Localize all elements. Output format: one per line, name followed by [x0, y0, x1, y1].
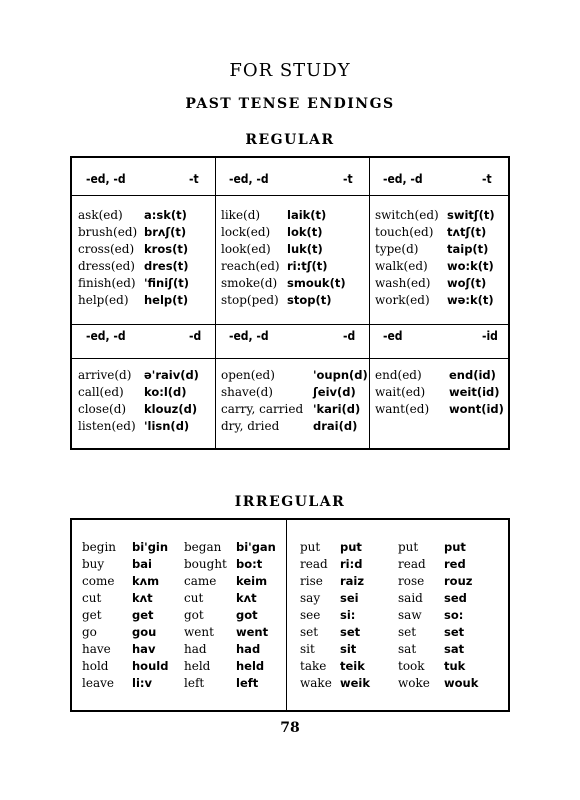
verb-form: saw	[398, 608, 422, 622]
regular-heading: REGULAR	[245, 132, 335, 148]
verb-form: touch(ed)	[375, 225, 434, 239]
verb-form: dress(ed)	[78, 259, 135, 273]
phonetic-transcription: tuk	[444, 659, 466, 673]
phonetic-transcription: weit(id)	[449, 385, 500, 399]
verb-form: cut	[184, 591, 204, 605]
verb-form: listen(ed)	[78, 419, 136, 433]
ending-label: -ed, -d	[383, 172, 423, 186]
phonetic-transcription: ko:l(d)	[144, 385, 187, 399]
verb-form: took	[398, 659, 425, 673]
verb-form: hold	[82, 659, 109, 673]
phonetic-transcription: wont(id)	[449, 402, 504, 416]
phonetic-transcription: end(id)	[449, 368, 496, 382]
phonetic-transcription: held	[236, 659, 265, 673]
verb-form: switch(ed)	[375, 208, 439, 222]
phonetic-transcription: kʌt	[236, 591, 257, 605]
phonetic-transcription: put	[444, 540, 466, 554]
verb-form: smoke(d)	[221, 276, 278, 290]
phonetic-transcription: bai	[132, 557, 152, 571]
verb-form: sit	[300, 642, 315, 656]
phonetic-transcription: had	[236, 642, 261, 656]
phonetic-transcription: sei	[340, 591, 359, 605]
phonetic-transcription: wə:k(t)	[447, 293, 494, 307]
verb-form: went	[184, 625, 214, 639]
verb-form: type(d)	[375, 242, 419, 256]
verb-form: finish(ed)	[78, 276, 136, 290]
page-number: 78	[280, 720, 300, 736]
verb-form: rise	[300, 574, 323, 588]
phonetic-transcription: luk(t)	[287, 242, 323, 256]
verb-form: reach(ed)	[221, 259, 280, 273]
verb-form: read	[300, 557, 328, 571]
verb-form: read	[398, 557, 426, 571]
verb-form: said	[398, 591, 423, 605]
phonetic-transcription: set	[340, 625, 361, 639]
verb-form: leave	[82, 676, 114, 690]
ending-label: -ed	[383, 329, 403, 343]
phonetic-transcription: weik	[340, 676, 371, 690]
ending-label: -t	[343, 172, 353, 186]
phonetic-transcription: smouk(t)	[287, 276, 346, 290]
verb-form: ask(ed)	[78, 208, 123, 222]
phonetic-transcription: brʌʃ(t)	[144, 225, 187, 239]
phonetic-transcription: a:sk(t)	[144, 208, 187, 222]
ending-label: -ed, -d	[229, 329, 269, 343]
verb-form: begin	[82, 540, 117, 554]
page-title: FOR STUDY	[229, 60, 351, 81]
ending-label: -t	[189, 172, 199, 186]
verb-form: woke	[398, 676, 430, 690]
phonetic-transcription: red	[444, 557, 466, 571]
verb-form: came	[184, 574, 217, 588]
table-row-divider	[72, 324, 508, 325]
verb-form: sat	[398, 642, 417, 656]
verb-form: wake	[300, 676, 332, 690]
verb-form: set	[398, 625, 417, 639]
phonetic-transcription: set	[444, 625, 465, 639]
verb-form: like(d)	[221, 208, 261, 222]
verb-form: brush(ed)	[78, 225, 138, 239]
table-column-divider	[215, 158, 216, 448]
phonetic-transcription: laik(t)	[287, 208, 327, 222]
phonetic-transcription: keim	[236, 574, 268, 588]
verb-form: held	[184, 659, 211, 673]
phonetic-transcription: got	[236, 608, 258, 622]
verb-form: had	[184, 642, 207, 656]
table-row-divider	[72, 358, 508, 359]
verb-form: set	[300, 625, 319, 639]
verb-form: dry, dried	[221, 419, 280, 433]
verb-form: got	[184, 608, 204, 622]
phonetic-transcription: kros(t)	[144, 242, 189, 256]
phonetic-transcription: bi'gin	[132, 540, 169, 554]
verb-form: have	[82, 642, 111, 656]
phonetic-transcription: si:	[340, 608, 356, 622]
table-column-divider	[369, 158, 370, 448]
phonetic-transcription: lok(t)	[287, 225, 323, 239]
verb-form: go	[82, 625, 97, 639]
phonetic-transcription: 'finiʃ(t)	[144, 276, 189, 290]
verb-form: rose	[398, 574, 425, 588]
phonetic-transcription: taip(t)	[447, 242, 489, 256]
phonetic-transcription: ri:tʃ(t)	[287, 259, 328, 273]
phonetic-transcription: 'lisn(d)	[144, 419, 190, 433]
phonetic-transcription: raiz	[340, 574, 365, 588]
verb-form: put	[398, 540, 419, 554]
verb-form: walk(ed)	[375, 259, 428, 273]
phonetic-transcription: so:	[444, 608, 464, 622]
phonetic-transcription: kʌm	[132, 574, 160, 588]
verb-form: lock(ed)	[221, 225, 271, 239]
ending-label: -d	[189, 329, 202, 343]
phonetic-transcription: klouz(d)	[144, 402, 198, 416]
verb-form: left	[184, 676, 205, 690]
phonetic-transcription: hav	[132, 642, 156, 656]
phonetic-transcription: get	[132, 608, 154, 622]
phonetic-transcription: sit	[340, 642, 357, 656]
irregular-heading: IRREGULAR	[234, 494, 346, 510]
verb-form: began	[184, 540, 222, 554]
verb-form: buy	[82, 557, 105, 571]
phonetic-transcription: went	[236, 625, 269, 639]
phonetic-transcription: bo:t	[236, 557, 263, 571]
phonetic-transcription: wouk	[444, 676, 479, 690]
phonetic-transcription: bi'gan	[236, 540, 276, 554]
verb-form: see	[300, 608, 321, 622]
page-subtitle: PAST TENSE ENDINGS	[185, 96, 395, 112]
verb-form: work(ed)	[375, 293, 430, 307]
phonetic-transcription: kʌt	[132, 591, 153, 605]
phonetic-transcription: ri:d	[340, 557, 363, 571]
verb-form: look(ed)	[221, 242, 271, 256]
phonetic-transcription: 'oupn(d)	[313, 368, 368, 382]
phonetic-transcription: wo:k(t)	[447, 259, 494, 273]
phonetic-transcription: tʌtʃ(t)	[447, 225, 487, 239]
ending-label: -ed, -d	[229, 172, 269, 186]
phonetic-transcription: woʃ(t)	[447, 276, 487, 290]
verb-form: call(ed)	[78, 385, 124, 399]
verb-form: shave(d)	[221, 385, 273, 399]
table-column-divider	[286, 520, 287, 710]
phonetic-transcription: put	[340, 540, 362, 554]
phonetic-transcription: help(t)	[144, 293, 189, 307]
phonetic-transcription: 'kari(d)	[313, 402, 361, 416]
phonetic-transcription: rouz	[444, 574, 473, 588]
phonetic-transcription: switʃ(t)	[447, 208, 495, 222]
ending-label: -t	[482, 172, 492, 186]
verb-form: help(ed)	[78, 293, 129, 307]
verb-form: wait(ed)	[375, 385, 426, 399]
ending-label: -ed, -d	[86, 329, 126, 343]
verb-form: end(ed)	[375, 368, 422, 382]
phonetic-transcription: sat	[444, 642, 465, 656]
verb-form: cut	[82, 591, 102, 605]
regular-verbs-table	[70, 156, 510, 450]
verb-form: put	[300, 540, 321, 554]
table-row-divider	[72, 195, 508, 196]
verb-form: close(d)	[78, 402, 127, 416]
verb-form: arrive(d)	[78, 368, 132, 382]
ending-label: -ed, -d	[86, 172, 126, 186]
verb-form: take	[300, 659, 327, 673]
verb-form: bought	[184, 557, 227, 571]
verb-form: want(ed)	[375, 402, 430, 416]
phonetic-transcription: stop(t)	[287, 293, 332, 307]
irregular-verbs-table	[70, 518, 510, 712]
phonetic-transcription: li:v	[132, 676, 152, 690]
phonetic-transcription: sed	[444, 591, 467, 605]
phonetic-transcription: gou	[132, 625, 157, 639]
phonetic-transcription: teik	[340, 659, 365, 673]
verb-form: say	[300, 591, 321, 605]
verb-form: carry, carried	[221, 402, 304, 416]
phonetic-transcription: hould	[132, 659, 169, 673]
verb-form: open(ed)	[221, 368, 275, 382]
phonetic-transcription: ʃeiv(d)	[313, 385, 356, 399]
ending-label: -id	[482, 329, 498, 343]
phonetic-transcription: left	[236, 676, 259, 690]
verb-form: cross(ed)	[78, 242, 135, 256]
verb-form: stop(ped)	[221, 293, 279, 307]
phonetic-transcription: ə'raiv(d)	[144, 368, 199, 382]
verb-form: wash(ed)	[375, 276, 431, 290]
verb-form: come	[82, 574, 115, 588]
phonetic-transcription: dres(t)	[144, 259, 189, 273]
verb-form: get	[82, 608, 102, 622]
ending-label: -d	[343, 329, 356, 343]
phonetic-transcription: drai(d)	[313, 419, 358, 433]
